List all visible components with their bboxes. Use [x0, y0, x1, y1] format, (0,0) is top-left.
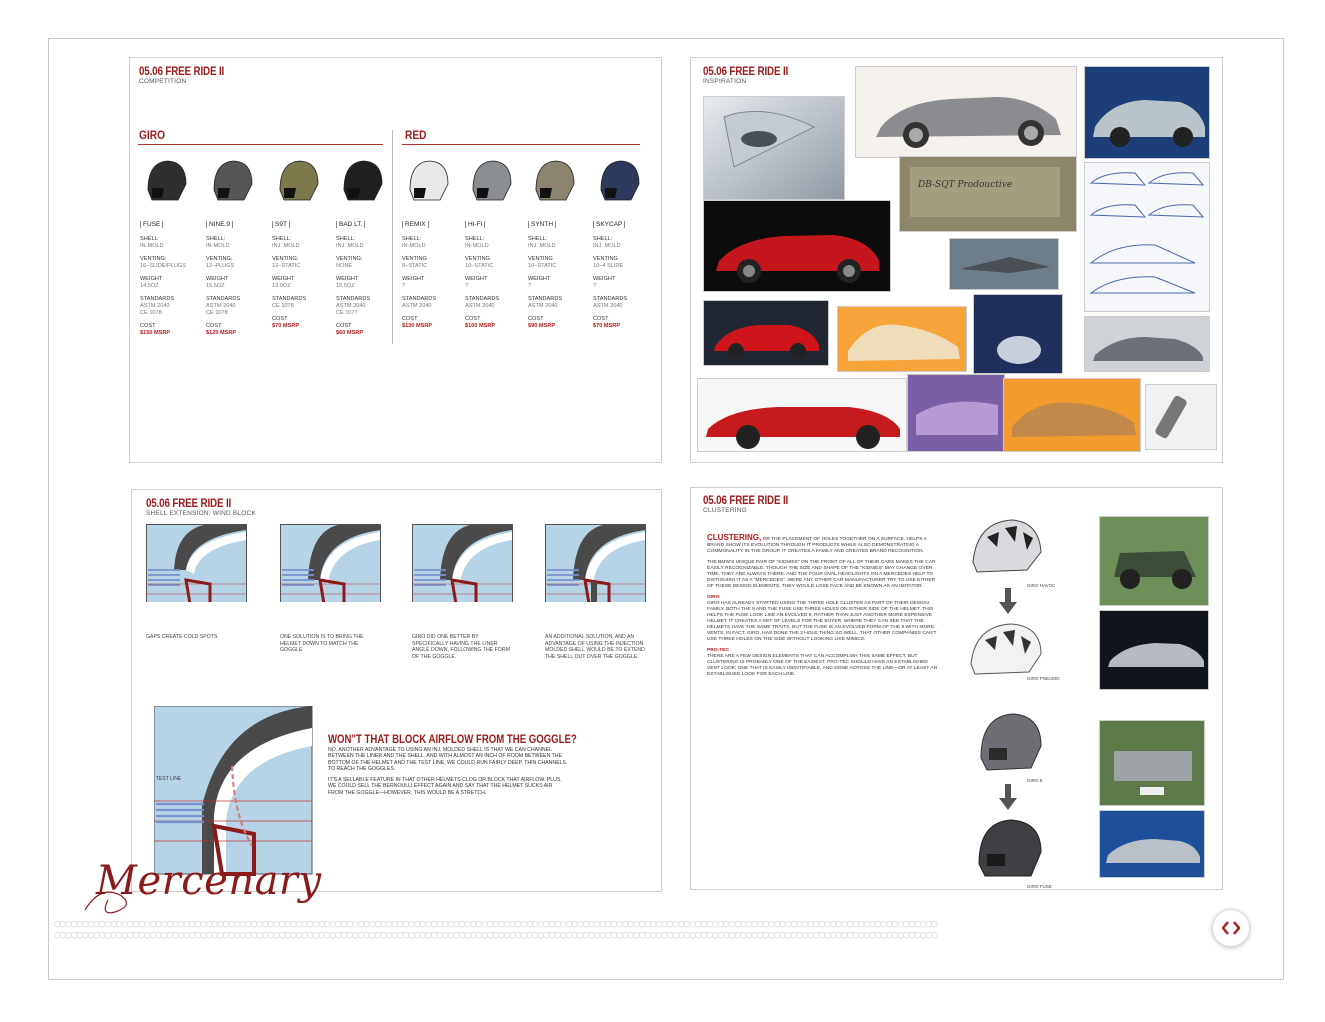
helmet-synth-image	[532, 158, 576, 204]
panel-subtitle: INSPIRATION	[703, 78, 747, 85]
airflow-question-title: WON"T THAT BLOCK AIRFLOW FROM THE GOGGLE?	[328, 732, 577, 746]
shell-value: IN-MOLD	[402, 243, 426, 249]
venting-label: VENTING	[402, 256, 427, 262]
venting-value: 12–STATIC	[272, 263, 301, 269]
helmet-spec-fuse	[140, 221, 200, 337]
panel-title: 05.06 FREE RIDE II	[139, 64, 225, 78]
cost-label: COST	[272, 316, 288, 322]
brand-divider	[402, 144, 640, 145]
suv-headlight-image	[973, 294, 1063, 374]
cost-value: $70 MSRP	[272, 323, 300, 329]
venting-label: VENTING:	[140, 256, 167, 262]
panel-title: 05.06 FREE RIDE II	[146, 496, 232, 510]
venting-value: 8–STATIC	[402, 263, 428, 269]
weight-label: WEIGHT	[140, 276, 163, 282]
helmet-label: GIRO 9	[1027, 778, 1043, 783]
shell-value: IN-MOLD	[465, 243, 489, 249]
cost-label: COST	[140, 323, 156, 329]
helmet-model-name: NINE.9	[206, 221, 233, 228]
standards-value: ASTM 2040 CE 1078	[206, 303, 236, 316]
concept-sketches-image	[1084, 162, 1210, 312]
weight-label: WEIGHT	[402, 276, 425, 282]
shell-extension-panel	[131, 489, 662, 892]
giro-9-helmet-image	[975, 708, 1045, 778]
protec-paragraph: THERE ARE A FEW DESIGN ELEMENTS THAT CAN ACCOMPLISH THIS SAME EFFECT, BUT CLUSTERING IS PROBABLY ONE OF THE EASIEST. PRO-TEC SHOULD HAVE AN ESTABLISHED VENT LOOK; ONE THAT IS EASILY IDENTIFIABLE, AND DONE ACROSS THE LINE—OR AT LEAST AN ESTABLISHED LOOK FOR EACH LINE.	[707, 654, 938, 677]
weight-value: ?	[593, 283, 597, 289]
vintage-bmw-image	[1099, 516, 1209, 606]
standards-label: STANDARDS	[206, 296, 241, 302]
venting-label: VENTING	[465, 256, 490, 262]
weight-label: WEIGHT	[336, 276, 359, 282]
standards-value: ASTM 2040	[593, 303, 623, 309]
mercedes-slr-image	[1099, 810, 1205, 878]
bmw-z8-image	[1099, 610, 1209, 690]
helmet-label: GIRO FUSE	[1027, 884, 1052, 889]
weight-value: ?	[528, 283, 532, 289]
shell-label: SHELL:	[272, 236, 292, 242]
venting-value: 10–STATIC	[528, 263, 557, 269]
standards-label: STANDARDS	[140, 296, 175, 302]
cost-value: $60 MSRP	[336, 330, 364, 336]
helmet-spec-remix	[402, 221, 462, 330]
standards-label: STANDARDS	[528, 296, 563, 302]
shell-value: INJ. MOLD	[272, 243, 300, 249]
venting-label: VENTING:	[272, 256, 299, 262]
shell-value: IN-MOLD	[140, 243, 164, 249]
purple-car-image	[907, 374, 1005, 452]
sneaker-beige-image	[837, 306, 967, 372]
helmet-model-name: BAD LT.	[336, 221, 365, 228]
ferrari-red-image	[703, 200, 891, 292]
expand-button[interactable]	[1212, 909, 1250, 947]
panel-title: 05.06 FREE RIDE II	[703, 64, 789, 78]
helmet-spec-nine-9	[206, 221, 266, 337]
expand-arrows-icon	[1222, 921, 1240, 935]
standards-label: STANDARDS	[593, 296, 628, 302]
bmw-roadster-image	[855, 66, 1077, 158]
shell-value: INJ. MOLD	[593, 243, 621, 249]
diagram-caption: AN ADDITIONAL SOLUTION, AND AN ADVANTAGE OF USING THE INJECTION MOLDED SHELL WOULD BE TO EXTEND THE SHELL OUT OVER THE GOGGLE.	[545, 634, 645, 660]
car-door-detail-image	[703, 96, 845, 200]
down-arrow-icon	[999, 588, 1017, 614]
gadget-image	[1145, 384, 1217, 450]
sketch-note-text: DB-SQT Prodouctive	[918, 180, 1013, 190]
airflow-answer-paragraph: IT'S A SELLABLE FEATURE IN THAT OTHER HELMETS CLOG OR BLOCK THAT AIRFLOW. PLUS, WE COULD SELL THE BERNOULLI EFFECT AGAIN AND SAY THAT THE HELMET SUCKS AIR FROM THE GOGGLE—HOWEVER, THIS WOULD BE A STRETCH.	[328, 777, 562, 796]
standards-label: STANDARDS	[336, 296, 371, 302]
standards-value: ASTM 2040 CE 1077	[336, 303, 366, 316]
helmet-spec-bad-lt-	[336, 221, 396, 337]
panel-title: 05.06 FREE RIDE II	[703, 493, 789, 507]
venting-value: NONE	[336, 263, 353, 269]
venting-label: VENTING	[528, 256, 553, 262]
standards-value: ASTM 2040	[465, 303, 495, 309]
weight-label: WEIGHT	[272, 276, 295, 282]
weight-label: WEIGHT	[465, 276, 488, 282]
weight-label: WEIGHT	[593, 276, 616, 282]
dot-row: ○○○○○○○○○○○○○○○○○○○○○○○○○○○○○○○○○○○○○○○○○○○○○○○○○○○○○○○○○○○○○○○○○○○○○○○○○○○○○○○○○○○○○○○○○○○○○○○○○○○○○○○○○○○○○○○○○○○○○○○○○○○○○○○○○○○○○○○○○○○○○○○○○○○○○○○○○○○○○	[54, 918, 937, 930]
diagram-caption: GIRO DID ONE BETTER BY SPECIFICALLY HAVING THE LINER ANGLE DOWN, FOLLOWING THE FORM OF THE GOGGLE.	[412, 634, 510, 660]
helmet-label: GIRO HAVOC	[1027, 583, 1056, 588]
cost-label: COST	[465, 316, 481, 322]
weight-value: 14.5OZ	[140, 283, 159, 289]
standards-label: STANDARDS	[402, 296, 437, 302]
helmet-hi-fi-image	[469, 158, 513, 204]
shell-label: SHELL:	[140, 236, 160, 242]
venting-value: 12–PLUGS	[206, 263, 235, 269]
helmet-model-name: REMIX	[402, 221, 429, 228]
venting-label: VENTING:	[206, 256, 233, 262]
test-line-diagram	[154, 706, 314, 876]
venting-value: 16–SLIDE/PLUGS	[140, 263, 187, 269]
helmet-label: GIRO PNEUMO	[1027, 676, 1060, 681]
stealth-jet-image	[949, 238, 1059, 290]
cost-value: $130 MSRP	[402, 323, 433, 329]
standards-value: ASTM 2040	[402, 303, 432, 309]
cost-label: COST	[336, 323, 352, 329]
cost-label: COST	[528, 316, 544, 322]
panel-subtitle: COMPETITION	[139, 78, 187, 85]
venting-value: 10–STATIC	[465, 263, 494, 269]
cost-value: $120 MSRP	[206, 330, 237, 336]
weight-value: 13.0OZ	[272, 283, 291, 289]
wind-block-diagram	[280, 524, 382, 602]
helmet-s9t-image	[276, 158, 320, 204]
clustering-intro: OR THE PLACEMENT OF HOLES TOGETHER ON A SURFACE, HELPS A BRAND SHOW ITS EVOLUTION THROUGH IT PRODUCTS WHILE ALSO DEMONSTRATING A COMMONALITY IN THE GROUP. IT CREATES A FAMILY AND CREATES BRAND RECOGNITION.	[707, 537, 927, 554]
cost-value: $70 MSRP	[593, 323, 621, 329]
helmet-model-name: HI-FI	[465, 221, 485, 228]
venting-label: VENTING:	[336, 256, 363, 262]
helmet-skycap-image	[597, 158, 641, 204]
shell-label: SHELL:	[593, 236, 613, 242]
brand-divider	[138, 144, 383, 145]
protec-heading: PRO-TEC	[707, 648, 730, 653]
weight-value: 15.5OZ	[336, 283, 355, 289]
helmet-model-name: FUSE	[140, 221, 163, 228]
giro-heading: GIRO	[707, 595, 720, 600]
shell-label: SHELL:	[336, 236, 356, 242]
diagram-caption: ONE SOLUTION IS TO BRING THE HELMET DOWN TO MATCH THE GOGGLE	[280, 634, 364, 653]
bmw-m3-image	[1084, 66, 1210, 159]
clustering-text	[707, 535, 939, 683]
standards-value: ASTM 2040	[528, 303, 558, 309]
helmet-bad-lt--image	[340, 158, 384, 204]
shell-label: SHELL:	[528, 236, 548, 242]
inspiration-panel	[690, 57, 1223, 463]
clustering-lead-word: CLUSTERING,	[707, 533, 762, 542]
vintage-mercedes-image	[1099, 720, 1205, 806]
shell-label: SHELL:	[465, 236, 485, 242]
standards-value: ASTM 2040 CE 1078	[140, 303, 170, 316]
brand-red-heading: RED	[405, 128, 427, 142]
concept-car-image	[1084, 316, 1210, 372]
wind-block-diagram	[412, 524, 514, 602]
shell-value: INJ. MOLD	[336, 243, 364, 249]
cost-label: COST	[402, 316, 418, 322]
down-arrow-icon	[999, 784, 1017, 810]
helmet-spec-synth	[528, 221, 588, 330]
weight-value: ?	[402, 283, 406, 289]
helmet-fuse-image	[144, 158, 188, 204]
weight-value: 15.5OZ	[206, 283, 225, 289]
airflow-answer	[328, 747, 566, 801]
cost-value: $150 MSRP	[140, 330, 171, 336]
helmet-spec-skycap	[593, 221, 653, 330]
cost-value: $90 MSRP	[528, 323, 556, 329]
helmet-spec-hi-fi	[465, 221, 525, 330]
test-line-label: TEST LINE	[156, 776, 182, 782]
brand-giro-heading: GIRO	[139, 128, 166, 142]
dot-pattern-strip	[54, 918, 1189, 942]
weight-label: WEIGHT	[206, 276, 229, 282]
helmet-model-name: S9T	[272, 221, 290, 228]
airflow-answer-paragraph: NO. ANOTHER ADVANTAGE TO USING AN INJ. MOLDED SHELL IS THAT WE CAN CHANNEL BETWEEN THE LINER AND THE SHELL. AND WITH ALMOST AN INCH OF ROOM BETWEEN THE BOTTOM OF THE HELMET AND THE TEST LINE, WE COULD RUN FAIRLY DEEP, THIN CHANNELS TO REACH THE GOGGLES.	[328, 747, 566, 772]
ferrari-360-image	[703, 300, 829, 366]
diagram-caption: GAPS CREATE COLD SPOTS	[146, 634, 218, 640]
panel-subtitle: SHELL EXTENSION: WIND BLOCK	[146, 510, 256, 517]
helmet-nine-9-image	[210, 158, 254, 204]
helmet-remix-image	[406, 158, 450, 204]
venting-value: 10–4 SLIDE	[593, 263, 624, 269]
mercenary-logo: Mercenary	[96, 858, 322, 904]
helmet-model-name: SYNTH	[528, 221, 556, 228]
helmet-model-name: SKYCAP	[593, 221, 625, 228]
weight-label: WEIGHT	[528, 276, 551, 282]
cost-value: $100 MSRP	[465, 323, 496, 329]
giro-fuse-helmet-image	[973, 814, 1045, 884]
bmw-paragraph: THE BMW'S UNIQUE PAIR OF "KIDNIES" ON THE FRONT OF ALL OF THEIR CARS MAKES THE CAR EASILY RECOGNIZABLE. THOUGH THE SIZE AND SHAPE OF THE "KIDNIES" MAY CHANGE OVER TIME, THEY ARE ALWAYS THERE. AND THE FOUR OVAL HEADLIGHTS ON A MERCEDES HELP TO DISTIGUISH IT AS A "MERCEDES". WERE ANY OTHER CAR MANUFACTURER TRY TO USE EITHER OF THESE DESIGN ELEMENTS, THEY WOULD LOSE FACE AND BE KNOWN AS AN IMITATOR.	[707, 560, 936, 589]
sneaker-tan-image	[1003, 378, 1141, 452]
weight-value: ?	[465, 283, 469, 289]
venting-label: VENTING	[593, 256, 618, 262]
ferrari-spider-image	[697, 378, 907, 452]
standards-label: STANDARDS	[272, 296, 307, 302]
panel-subtitle: CLUSTERING	[703, 507, 747, 514]
shell-label: SHELL:	[206, 236, 226, 242]
wind-block-diagram	[545, 524, 647, 602]
giro-havoc-helmet-image	[967, 512, 1045, 584]
clustering-panel	[690, 487, 1223, 890]
helmet-spec-s9t	[272, 221, 332, 330]
cost-label: COST	[593, 316, 609, 322]
standards-value: CE 1078	[272, 303, 294, 309]
giro-paragraph: GIRO HAS ALREADY STARTED USING THE THREE HOLE CLUSTER AS PART OF THEIR DESIGN FAMILY. BOTH THE 9 AND THE FUSE USE THREE HOLES ON EITHER SIDE OF THE HELMET. THIS HELPS THE FUSE LOOK LIKE AN EVOLVED 9, RATHER THAN JUST ANOTHER MORE EXPENSIVE HELMET. IT CREATES A SET OF LEVELS FOR THE BUYER, WHERE THEY CAN SEE THAT THE HELMETS HAVE THE SAME TRAITS, BUT THE FUSE IS AN EVOLVED FORM OF THE 9 WITH MORE VENTS. IN FACT, GIRO, HAS DONE THE 3 HOLE THING SO WELL, THAT OTHER COMPANIES CAN'T USE THREE HOLES ON THE SIDE WITHOUT LOOKING LIKE MIMICS.	[707, 601, 937, 642]
competition-panel	[129, 57, 662, 463]
cost-label: COST	[206, 323, 222, 329]
standards-label: STANDARDS	[465, 296, 500, 302]
sketch-note-image	[899, 156, 1077, 232]
shell-value: INJ. MOLD	[528, 243, 556, 249]
dot-row: ○○○○○○○○○○○○○○○○○○○○○○○○○○○○○○○○○○○○○○○○○○○○○○○○○○○○○○○○○○○○○○○○○○○○○○○○○○○○○○○○○○○○○○○○○○○○○○○○○○○○○○○○○○○○○○○○○○○○○○○○○○○○○○○○○○○○○○○○○○○○○○○○○○○○○○○○○○○○○	[54, 928, 937, 941]
giro-pneumo-helmet-image	[967, 618, 1045, 684]
shell-value: IN-MOLD	[206, 243, 230, 249]
wind-block-diagram	[146, 524, 248, 602]
shell-label: SHELL:	[402, 236, 422, 242]
